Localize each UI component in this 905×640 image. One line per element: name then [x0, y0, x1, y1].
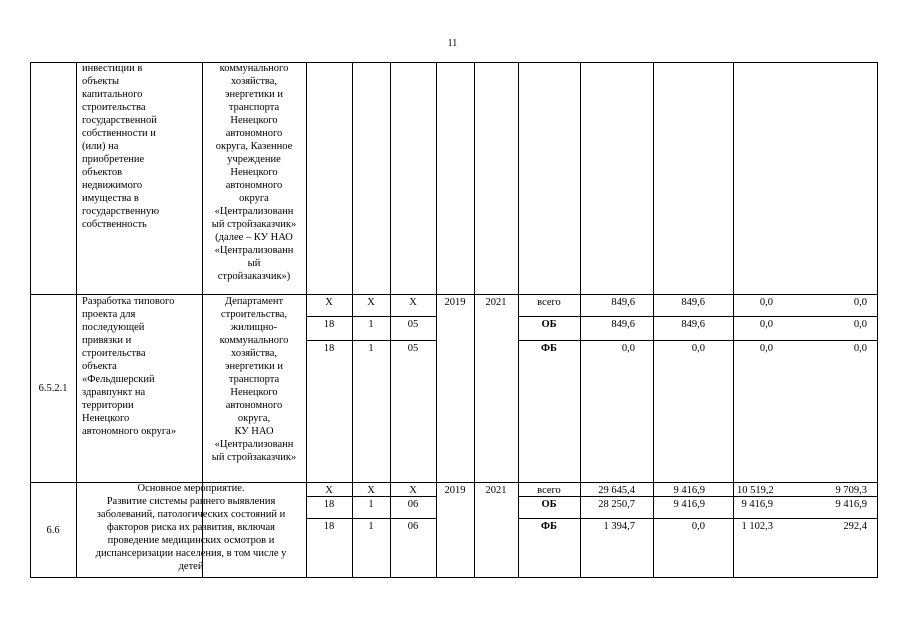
code-program: Х	[367, 297, 375, 308]
amount-year-2019: 849,6	[681, 297, 705, 308]
row-top-name-line: объекты	[82, 76, 120, 87]
row-top-executor-line: Ненецкого	[230, 115, 278, 126]
row-number: 6.6	[46, 525, 60, 536]
row-top-name-line: государственную	[82, 206, 160, 217]
table-bottom-rule	[30, 577, 878, 578]
row-executor-line: строительства,	[220, 309, 288, 320]
row-top-executor-line: автономного	[225, 128, 283, 139]
amount-total: 849,6	[611, 297, 635, 308]
row-number: 6.5.2.1	[38, 383, 68, 394]
row-name-line: «Фельдшерский	[82, 374, 155, 385]
row-executor-line: жилищно-	[230, 322, 278, 333]
code-section: 05	[407, 343, 419, 354]
code-section: 06	[407, 499, 419, 510]
subrow-rule	[518, 340, 878, 341]
code-ministry: 18	[323, 319, 335, 330]
row-executor-line: ый стройзаказчик»	[211, 452, 297, 463]
row-top-executor-line: (далее – КУ НАО	[215, 232, 293, 243]
column-rule	[474, 62, 475, 577]
funding-source: ОБ	[541, 499, 557, 510]
row-name-line: Ненецкого	[82, 413, 130, 424]
amount-total: 28 250,7	[598, 499, 635, 510]
row-top-executor-line: «Централизованн	[214, 245, 294, 256]
column-rule	[733, 62, 734, 577]
column-rule	[30, 62, 31, 577]
row-name-line: диспансеризации населения, в том числе у	[95, 548, 287, 559]
code-ministry: 18	[323, 499, 335, 510]
amount-year-2021: 9 709,3	[835, 485, 867, 496]
row-top-executor-line: ый	[247, 258, 261, 269]
row-executor-line: «Централизованн	[214, 439, 294, 450]
row-top-executor-line: энергетики и	[224, 89, 284, 100]
amount-year-2021: 0,0	[853, 319, 867, 330]
row-top-executor-line: учреждение	[227, 154, 281, 165]
row-executor-line: Ненецкого	[230, 387, 278, 398]
row-executor-line: хозяйства,	[230, 348, 278, 359]
amount-year-2020: 0,0	[759, 343, 773, 354]
row-name-line: проекта для	[82, 309, 136, 320]
subrow-rule	[518, 316, 878, 317]
amount-year-2019: 0,0	[691, 521, 705, 532]
code-section: 05	[407, 319, 419, 330]
row-top-executor-line: хозяйства,	[230, 76, 278, 87]
funding-source: всего	[537, 485, 561, 496]
row-top-name-line: государственной	[82, 115, 157, 126]
year-start: 2019	[444, 297, 466, 308]
amount-total: 0,0	[621, 343, 635, 354]
code-ministry: 18	[323, 521, 335, 532]
code-program: 1	[368, 521, 374, 532]
column-rule	[653, 62, 654, 577]
code-section: Х	[409, 485, 417, 496]
row-executor-line: Департамент	[224, 296, 284, 307]
row-top-executor-line: коммунального	[219, 63, 289, 74]
amount-year-2019: 849,6	[681, 319, 705, 330]
row-name-line: Развитие системы раннего выявления	[106, 496, 276, 507]
row-name-line: факторов риска их развития, включая	[107, 522, 275, 533]
row-name-line: автономного округа»	[82, 426, 177, 437]
subrow-rule	[306, 340, 437, 341]
row-executor-line: КУ НАО	[234, 426, 274, 437]
row-name-line: строительства	[82, 348, 146, 359]
row-top-executor-line: стройзаказчик»)	[217, 271, 291, 282]
row-top-name-line: приобретение	[82, 154, 145, 165]
row-top-executor-line: Ненецкого	[230, 167, 278, 178]
amount-total: 849,6	[611, 319, 635, 330]
row-top-name-line: строительства	[82, 102, 146, 113]
amount-year-2021: 0,0	[853, 343, 867, 354]
amount-total: 29 645,4	[598, 485, 635, 496]
column-rule	[436, 62, 437, 577]
subrow-rule	[306, 518, 437, 519]
row-top-name-line: собственности и	[82, 128, 156, 139]
row-name-line: последующей	[82, 322, 145, 333]
amount-total: 1 394,7	[603, 521, 635, 532]
funding-source: ФБ	[541, 343, 557, 354]
row-name-line: территории	[82, 400, 134, 411]
row-name-line: детей	[178, 561, 204, 572]
row-top-name-line: собственность	[82, 219, 147, 230]
code-ministry: 18	[323, 343, 335, 354]
column-rule	[877, 62, 878, 577]
row-top-name-line: объектов	[82, 167, 123, 178]
amount-year-2020: 1 102,3	[741, 521, 773, 532]
amount-year-2021: 9 416,9	[835, 499, 867, 510]
row-top-executor-line: «Централизованн	[214, 206, 294, 217]
year-end: 2021	[485, 297, 507, 308]
funding-source: ФБ	[541, 521, 557, 532]
amount-year-2020: 0,0	[759, 319, 773, 330]
funding-source: ОБ	[541, 319, 557, 330]
code-program: Х	[367, 485, 375, 496]
row-executor-line: округа,	[237, 413, 271, 424]
row-name-line: проведение медицинских осмотров и	[107, 535, 275, 546]
row-name-line: привязки и	[82, 335, 132, 346]
row-top-name-line: капитального	[82, 89, 143, 100]
row-top-name-line: инвестиции в	[82, 63, 143, 74]
subrow-rule	[306, 316, 437, 317]
row-top-executor-line: транспорта	[228, 102, 280, 113]
code-ministry: Х	[325, 297, 333, 308]
subrow-rule	[518, 518, 878, 519]
row-executor-line: автономного	[225, 400, 283, 411]
row-executor-line: коммунального	[219, 335, 289, 346]
year-end: 2021	[485, 485, 507, 496]
table-top-rule	[30, 62, 878, 63]
code-program: 1	[368, 499, 374, 510]
amount-year-2020: 0,0	[759, 297, 773, 308]
code-section: 06	[407, 521, 419, 532]
amount-year-2021: 0,0	[853, 297, 867, 308]
amount-year-2019: 0,0	[691, 343, 705, 354]
row-top-executor-line: округа	[239, 193, 269, 204]
amount-year-2019: 9 416,9	[673, 485, 705, 496]
funding-source: всего	[537, 297, 561, 308]
row-executor-line: энергетики и	[224, 361, 284, 372]
row-top-executor-line: ый стройзаказчик»	[211, 219, 297, 230]
row-name-line: здравпункт на	[82, 387, 146, 398]
row-name-line: Разработка типового	[82, 296, 175, 307]
amount-year-2019: 9 416,9	[673, 499, 705, 510]
column-rule	[580, 62, 581, 577]
row-executor-line: транспорта	[228, 374, 280, 385]
row-name-line: объекта	[82, 361, 117, 372]
page-number: 11	[447, 38, 458, 49]
row-name-line: Основное мероприятие.	[137, 483, 245, 494]
code-section: Х	[409, 297, 417, 308]
amount-year-2020: 10 519,2	[737, 485, 774, 496]
row-top-name-line: (или) на	[82, 141, 119, 152]
code-program: 1	[368, 343, 374, 354]
row-name-line: заболеваний, патологических состояний и	[96, 509, 286, 520]
code-ministry: Х	[325, 485, 333, 496]
amount-year-2020: 9 416,9	[741, 499, 773, 510]
row-top-executor-line: автономного	[225, 180, 283, 191]
row-top-name-line: недвижимого	[82, 180, 143, 191]
year-start: 2019	[444, 485, 466, 496]
amount-year-2021: 292,4	[843, 521, 867, 532]
row-separator	[30, 294, 878, 295]
row-top-executor-line: округа, Казенное	[215, 141, 293, 152]
row-top-name-line: имущества в	[82, 193, 139, 204]
code-program: 1	[368, 319, 374, 330]
